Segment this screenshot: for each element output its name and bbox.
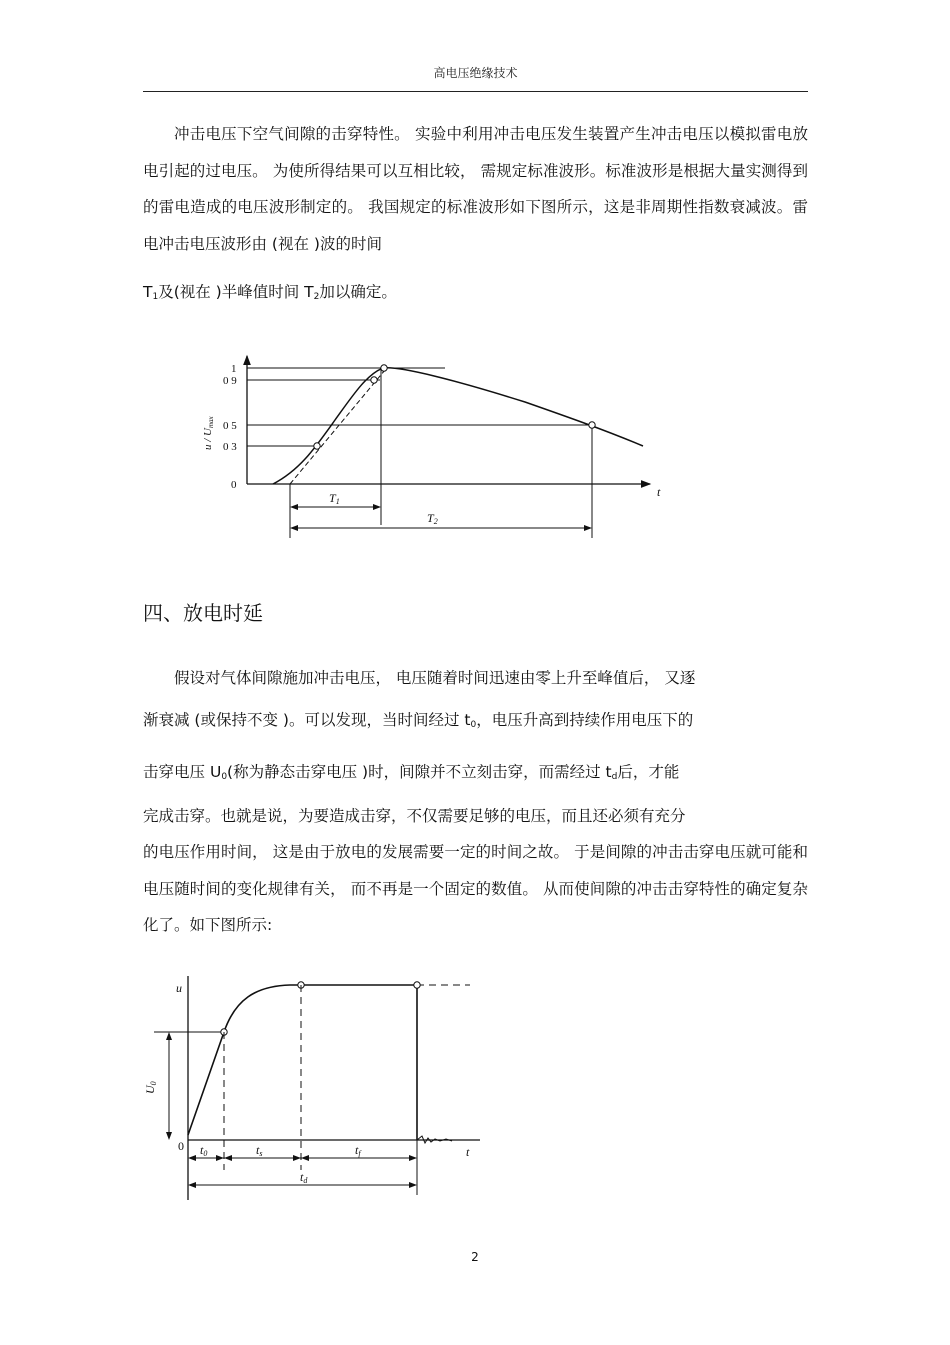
- para2-line4: 完成击穿。也就是说，为要造成击穿，不仅需要足够的电压，而且还必须有充分: [143, 807, 686, 825]
- td-arrow-right: [409, 1182, 417, 1188]
- point-peak: [381, 365, 387, 371]
- mid-text: 及(视在 )半峰值时间: [158, 283, 300, 301]
- t0-label: t0: [200, 1143, 208, 1158]
- ts-label: ts: [256, 1143, 263, 1158]
- td-label: td: [300, 1170, 308, 1185]
- paragraph-last-line: [143, 280, 397, 302]
- t1-label: T1: [329, 491, 340, 506]
- u0-arrow-top: [166, 1032, 172, 1040]
- tf-arrow-left: [301, 1155, 309, 1161]
- ts-arrow-right: [293, 1155, 301, 1161]
- t0-subscript: 0: [470, 720, 477, 730]
- line3-text-a: 击穿电压: [143, 763, 206, 781]
- figure-impulse-waveform: [195, 350, 685, 545]
- paragraph-impulse-waveform: [143, 116, 808, 262]
- t2-label: T2: [427, 511, 438, 526]
- u0-label: U0: [143, 1081, 158, 1094]
- line3-text-b: (称为静态击穿电压 )时，间隙并不立刻击穿，而需经过: [227, 763, 601, 781]
- paragraph-text: 冲击电压下空气间隙的击穿特性。 实验中利用冲击电压发生装置产生冲击电压以模拟雷电放电引起的过电压。 为使所得结果可以互相比较， 需规定标准波形。标准波形是根据大量实测得到的雷电造成的电压波形制定的。 我国规定的标准波形如下图所示，这是非周期性指数衰减波。雷电冲击电压波形由 (视在 )波的时间: [143, 125, 808, 253]
- t2-arrow-right: [584, 525, 592, 531]
- figure-discharge-delay: [140, 970, 500, 1205]
- x-axis-label: t: [657, 485, 661, 499]
- td-symbol: t: [605, 763, 612, 781]
- t0-symbol: t: [464, 711, 471, 729]
- header-rule: [143, 91, 808, 92]
- t2-arrow-left: [290, 525, 298, 531]
- y-tick-05: 0 5: [223, 420, 237, 432]
- t2-symbol: T: [304, 283, 314, 301]
- u0-subscript: 0: [221, 772, 228, 782]
- y-axis-label: u / Umax: [202, 416, 215, 450]
- ts-arrow-left: [224, 1155, 232, 1161]
- u0-arrow-bottom: [166, 1132, 172, 1140]
- section-title: 四、放电时延: [143, 601, 263, 625]
- y-tick-0: 0: [231, 479, 237, 491]
- y-tick-1: 1: [231, 363, 237, 375]
- t1-arrow-right: [373, 504, 381, 510]
- para2-line3: [143, 760, 679, 782]
- impulse-wave-curve: [273, 368, 643, 484]
- line2-text-a: 渐衰减 (或保持不变 )。可以发现，当时间经过: [143, 711, 460, 729]
- origin-label: 0: [178, 1139, 184, 1153]
- t1-subscript: 1: [152, 292, 159, 302]
- t1-arrow-left: [290, 504, 298, 510]
- y-tick-09: 0 9: [223, 375, 237, 387]
- tf-label: tf: [355, 1143, 361, 1158]
- line2-text-b: ，电压升高到持续作用电压下的: [476, 711, 694, 729]
- para2-line2: [143, 708, 693, 730]
- t2-subscript: 2: [313, 292, 320, 302]
- tf-arrow-right: [409, 1155, 417, 1161]
- t1-symbol: T: [143, 283, 153, 301]
- end-text: 加以确定。: [319, 283, 397, 301]
- para2-rest-text: 的电压作用时间， 这是由于放电的发展需要一定的时间之故。 于是间隙的冲击击穿电压就可能和电压随时间的变化规律有关， 而不再是一个固定的数值。 从而使间隙的冲击击穿特性的确定复杂化了。如下图所示:: [143, 843, 808, 934]
- td-subscript: d: [611, 772, 618, 782]
- para2-line1: 假设对气体间隙施加冲击电压， 电压随着时间迅速由零上升至峰值后， 又逐: [174, 669, 696, 687]
- point-breakdown: [414, 982, 420, 988]
- td-arrow-left: [188, 1182, 196, 1188]
- x-axis-label: t: [466, 1145, 470, 1159]
- t0-arrow-right: [216, 1155, 224, 1161]
- u0-symbol: U: [209, 763, 222, 781]
- line3-text-c: 后，才能: [617, 763, 680, 781]
- point-half-peak: [589, 422, 595, 428]
- point-03: [314, 443, 320, 449]
- point-09: [371, 377, 377, 383]
- page-number: 2: [471, 1250, 479, 1264]
- page-header: 高电压绝缘技术: [433, 66, 518, 80]
- y-tick-03: 0 3: [223, 441, 237, 453]
- para2-rest: [143, 834, 808, 944]
- voltage-curve: [188, 985, 417, 1135]
- y-axis-label: u: [176, 981, 182, 995]
- front-dashed-line: [290, 370, 385, 484]
- t0-arrow-left: [188, 1155, 196, 1161]
